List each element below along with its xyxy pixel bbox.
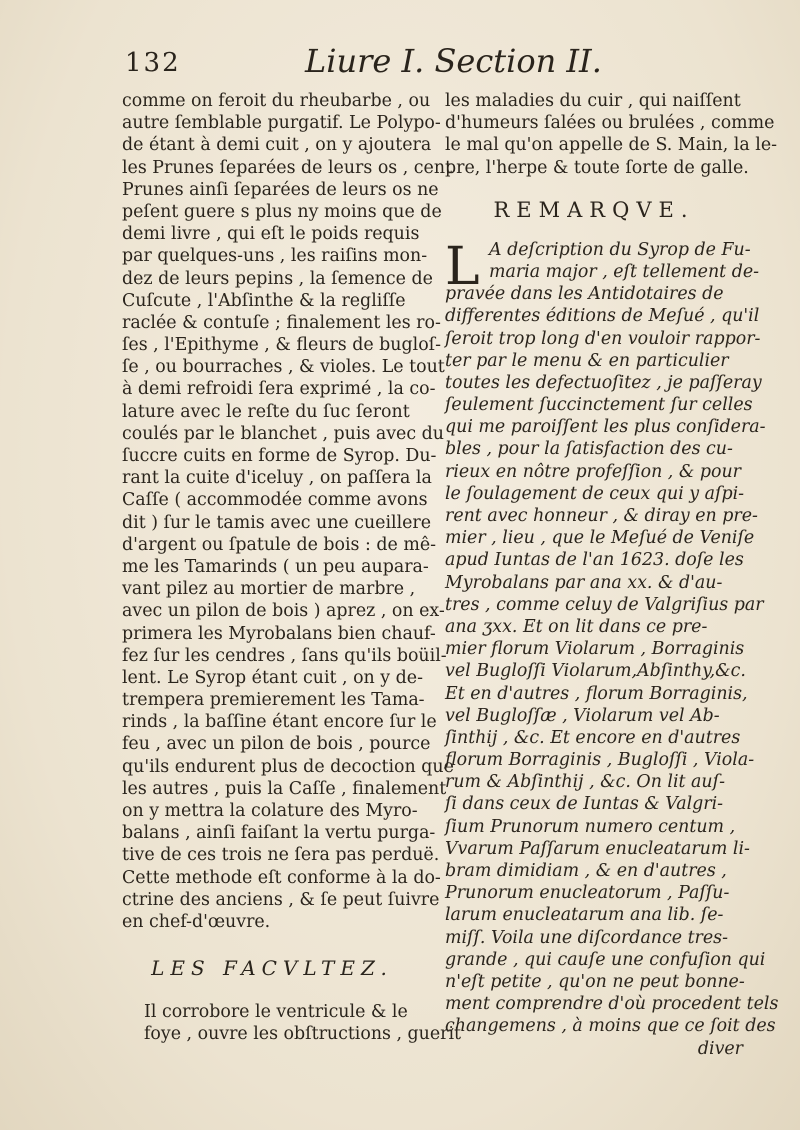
text-line: ſe , ou bourraches , & violes. Le tout (122, 357, 445, 378)
left-column (122, 90, 462, 1046)
text-line: demi livre , qui eſt le poids requis (122, 224, 420, 245)
text-line: Vvarum Paſſarum enucleatarum li- (445, 838, 750, 859)
text-line: florum Borraginis , Bugloſſi , Viola- (445, 750, 755, 771)
text-line: dez de leurs pepins , la ſemence de (122, 268, 433, 289)
text-line: mier , lieu , que le Meſué de Veniſe (445, 528, 755, 549)
text-line: rinds , la baſſine étant encore ſur le (122, 712, 437, 733)
text-line: le ſoulagement de ceux qui y aſpi- (445, 483, 745, 504)
text-line: lature avec le reſte du ſuc ſeront (122, 401, 410, 422)
running-title: Liure I. Section II. (305, 42, 602, 80)
text-line: ana ʒxx. Et on lit dans ce pre- (445, 616, 708, 637)
text-line: à demi refroidi ſera exprimé , la co- (122, 379, 436, 400)
text-line: changemens , à moins que ce ſoit des (445, 1016, 776, 1037)
facultez-paragraph (122, 1001, 462, 1045)
text-line: dit ) ſur le tamis avec une cueillere (122, 512, 432, 533)
text-line: Et en d'autres , florum Borraginis, (445, 683, 748, 704)
text-line: qui me paroiſſent les plus conſidera- (445, 417, 766, 438)
text-line: de étant à demi cuit , on y ajoutera (122, 135, 432, 156)
text-line: rant la cuite d'iceluy , on paſſera la (122, 468, 432, 489)
text-line: trempera premierement les Tama- (122, 690, 425, 711)
right-column-top-text (445, 90, 777, 179)
text-line: en chef-d'œuvre. (122, 911, 271, 932)
text-line: toutes les defectuoſitez , je paſſeray (445, 372, 762, 393)
text-line: on y mettra la colature des Myro- (122, 801, 418, 821)
catchword: diver (697, 1038, 743, 1059)
text-line: tres , comme celuy de Valgriſius par (445, 594, 764, 615)
text-line: Prunorum enucleatorum , Paſſu- (445, 883, 730, 904)
text-line: rent avec honneur , & diray en pre- (445, 506, 758, 526)
text-line: Cuſcute , l'Abſinthe & la regliſſe (122, 290, 406, 311)
drop-cap: L (445, 236, 480, 297)
section-heading-facultez: LES FACVLTEZ. (151, 956, 393, 981)
text-line: rum & Abſinthij , &c. On lit auſ- (445, 772, 725, 793)
text-line: fez ſur les cendres , ſans qu'ils boüil- (122, 645, 447, 666)
text-line: bles , pour la ſatisfaction des cu- (445, 439, 733, 460)
text-line: A deſcription du Syrop de Fu- (489, 239, 751, 260)
text-line: peſent guere s plus ny moins que de (122, 201, 442, 222)
text-line: ſuccre cuits en forme de Syrop. Du- (122, 446, 437, 466)
text-line: ment comprendre d'où procedent tels (445, 994, 779, 1015)
text-line: primera les Myrobalans bien chauf- (122, 623, 436, 644)
text-line: ſium Prunorum numero centum , (445, 816, 736, 837)
text-line: Il corrobore le ventricule & le (144, 1002, 408, 1023)
text-line: n'eſt petite , qu'on ne peut bonne- (445, 971, 745, 992)
text-line: vant pilez au mortier de marbre , (122, 579, 416, 600)
text-line: miſſ. Voila une diſcordance tres- (445, 927, 728, 948)
text-line: raclée & contuſe ; finalement les ro- (122, 312, 441, 333)
text-line: feu , avec un pilon de bois , pource (122, 734, 431, 755)
text-line: rieux en nôtre profeſſion , & pour (445, 461, 741, 482)
text-line: maria major , eſt tellement de- (489, 261, 759, 282)
text-line: differentes éditions de Meſué , qu'il (445, 306, 760, 327)
text-line: Myrobalans par ana xx. & d'au- (445, 572, 723, 593)
text-line: d'argent ou ſpatule de bois : de mê- (122, 534, 437, 555)
text-line: vel Bugloſſi Violarum,Abſinthy,&c. (445, 661, 746, 682)
text-line: ter par le menu & en particulier (445, 350, 729, 371)
text-line: coulés par le blanchet , puis avec du (122, 423, 444, 444)
text-line: grande , qui cauſe une confuſion qui (445, 949, 766, 970)
text-line: bram dimidiam , & en d'autres , (445, 861, 727, 881)
text-line: ſinthij , &c. Et encore en d'autres (445, 727, 741, 748)
text-line: comme on feroit du rheubarbe , ou (122, 91, 431, 111)
text-line: ctrine des anciens , & ſe peut ſuivre (122, 889, 440, 910)
text-line: balans , ainſi faiſant la vertu purga- (122, 823, 436, 844)
right-column (445, 90, 779, 1060)
text-line: pre, l'herpe & toute ſorte de galle. (445, 157, 749, 178)
text-line: mier florum Violarum , Borraginis (445, 639, 745, 660)
remarque-text (445, 236, 779, 1060)
text-line: les maladies du cuir , qui naiſſent (445, 91, 741, 111)
text-line: Prunes ainſi ſeparées de leurs os ne (122, 179, 439, 200)
page-number: 132 (125, 48, 181, 78)
text-line: ſeulement ſuccinctement ſur celles (445, 395, 753, 416)
text-line: tive de ces trois ne ſera pas perduë. (122, 845, 440, 866)
left-column-text (122, 90, 454, 933)
text-line: foye , ouvre les obſtructions , guerit (144, 1024, 462, 1045)
remarque-paragraph (445, 236, 779, 1060)
text-line: qu'ils endurent plus de decoction que (122, 756, 454, 777)
text-line: par quelques-uns , les raiſins mon- (122, 246, 428, 267)
text-line: vel Bugloſſæ , Violarum vel Ab- (445, 705, 720, 726)
remarque-heading: REMARQVE. (493, 197, 695, 222)
text-line: les Prunes ſeparées de leurs os , cent (122, 157, 453, 178)
text-line: ſi dans ceux de Iuntas & Valgri- (445, 794, 724, 815)
text-line: ſes , l'Epithyme , & fleurs de bugloſ- (122, 335, 441, 356)
text-line: le mal qu'on appelle de S. Main, la le- (445, 135, 777, 156)
text-line: larum enucleatarum ana lib. ſe- (445, 905, 724, 926)
text-line: me les Tamarinds ( un peu aupara- (122, 556, 429, 577)
text-line: pravée dans les Antidotaires de (445, 284, 724, 305)
page-header (0, 40, 800, 80)
text-line: apud Iuntas de l'an 1623. doſe les (445, 550, 744, 571)
text-line: lent. Le Syrop étant cuit , on y de- (122, 667, 423, 688)
text-line: ſeroit trop long d'en vouloir rappor- (445, 328, 761, 349)
text-line: avec un pilon de bois ) aprez , on ex- (122, 601, 445, 622)
text-line: les autres , puis la Caſſe , finalement (122, 778, 447, 799)
text-line: Caſſe ( accommodée comme avons (122, 490, 428, 511)
text-line: d'humeurs ſalées ou brulées , comme (445, 113, 775, 134)
text-line: autre ſemblable purgatif. Le Polypo- (122, 113, 441, 134)
text-line: Cette methode eſt conforme à la do- (122, 867, 441, 888)
